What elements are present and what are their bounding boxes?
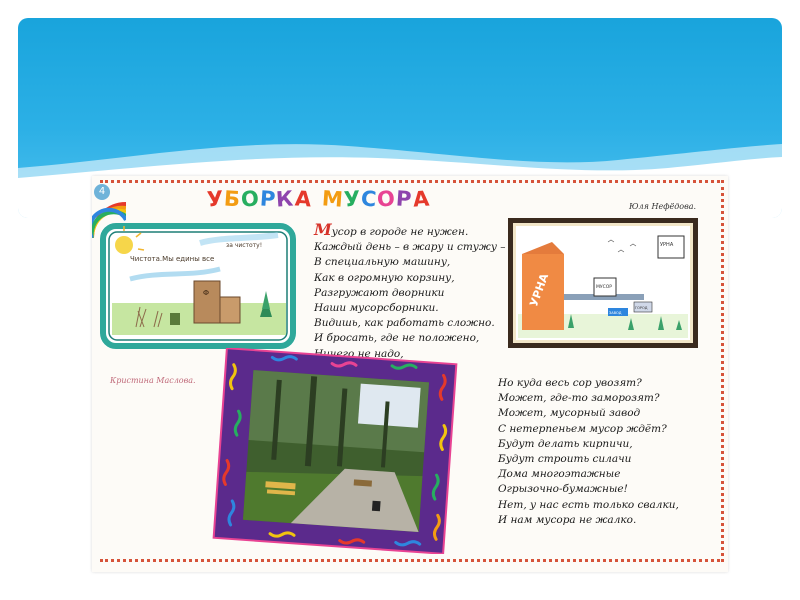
drawing-box-label: Ф: [203, 289, 210, 297]
poem-line: Как в огромную корзину,: [314, 271, 455, 284]
park-photo-frame: [206, 348, 464, 554]
poem-line: Каждый день – в жару и стужу –: [314, 241, 506, 254]
author-credit-left: Кристина Маслова.: [110, 376, 196, 385]
poem-line: Но куда весь сор увозят?: [498, 377, 642, 389]
title-letter: Р: [259, 186, 278, 212]
poem-line: Ничего не надо,: [314, 347, 404, 360]
children-drawing-right: [508, 218, 698, 348]
poem-part-2: [498, 376, 679, 528]
title-letter: Р: [395, 186, 414, 212]
author-credit-top: Юля Нефёдова.: [629, 202, 697, 211]
title-letter: О: [240, 186, 261, 212]
title-letter: О: [376, 186, 398, 212]
title-letter: У: [206, 186, 226, 212]
drawing-sign-text: Чистота.Мы едины все: [130, 255, 215, 263]
poem-line: Видишь, как работать сложно.: [314, 317, 495, 330]
drawing-bin-label: УРНА: [527, 271, 552, 309]
title-letter: А: [293, 186, 313, 212]
title-letter: А: [411, 186, 431, 212]
dotted-border-top: [100, 180, 720, 183]
poem-line: Будут строить силачи: [498, 453, 632, 466]
poem-line: Будут делать кирпичи,: [498, 437, 633, 450]
poem-line: Нет, у нас есть только свалки,: [498, 498, 679, 511]
poem-line: Дома многоэтажные: [498, 468, 621, 481]
poem-dropcap: М: [314, 220, 332, 239]
poem-line: В специальную машину,: [314, 256, 451, 269]
poem-line: Может, мусорный завод: [498, 407, 641, 420]
drawing-sign-label: УРНА: [660, 242, 674, 248]
poem-line: Мусор в городе не нужен.: [314, 220, 469, 239]
poem-line: Наши мусорсборники.: [314, 302, 439, 315]
drawing-small-sign-a: ГОРОД: [635, 306, 648, 310]
drawing-machine-label: МУСОР: [596, 285, 613, 290]
title-letter: С: [360, 186, 379, 212]
title-letter: К: [275, 186, 296, 212]
poem-line: Огрызочно-бумажные!: [498, 483, 628, 496]
page-number: 4: [94, 184, 110, 200]
drawing-banner-text: за чистоту!: [226, 242, 263, 249]
dotted-border-bottom: [100, 559, 720, 562]
title-letter: Б: [223, 186, 243, 212]
drawing-small-sign-b: ЗАВОД: [609, 311, 622, 315]
title-letter: М: [321, 186, 345, 212]
book-page: [92, 176, 728, 572]
poem-line: И бросать, где не положено,: [314, 332, 480, 345]
poem-line: И нам мусора не жалко.: [498, 513, 637, 526]
dotted-border-right: [721, 180, 724, 562]
poem-line: Может, где-то заморозят?: [498, 392, 660, 405]
children-drawing-left: [100, 223, 296, 349]
page-title: [207, 187, 430, 211]
poem-line: Разгружают дворники: [314, 286, 445, 299]
title-letter: У: [343, 186, 362, 212]
poem-line: С нетерпеньем мусор ждёт?: [498, 422, 667, 435]
